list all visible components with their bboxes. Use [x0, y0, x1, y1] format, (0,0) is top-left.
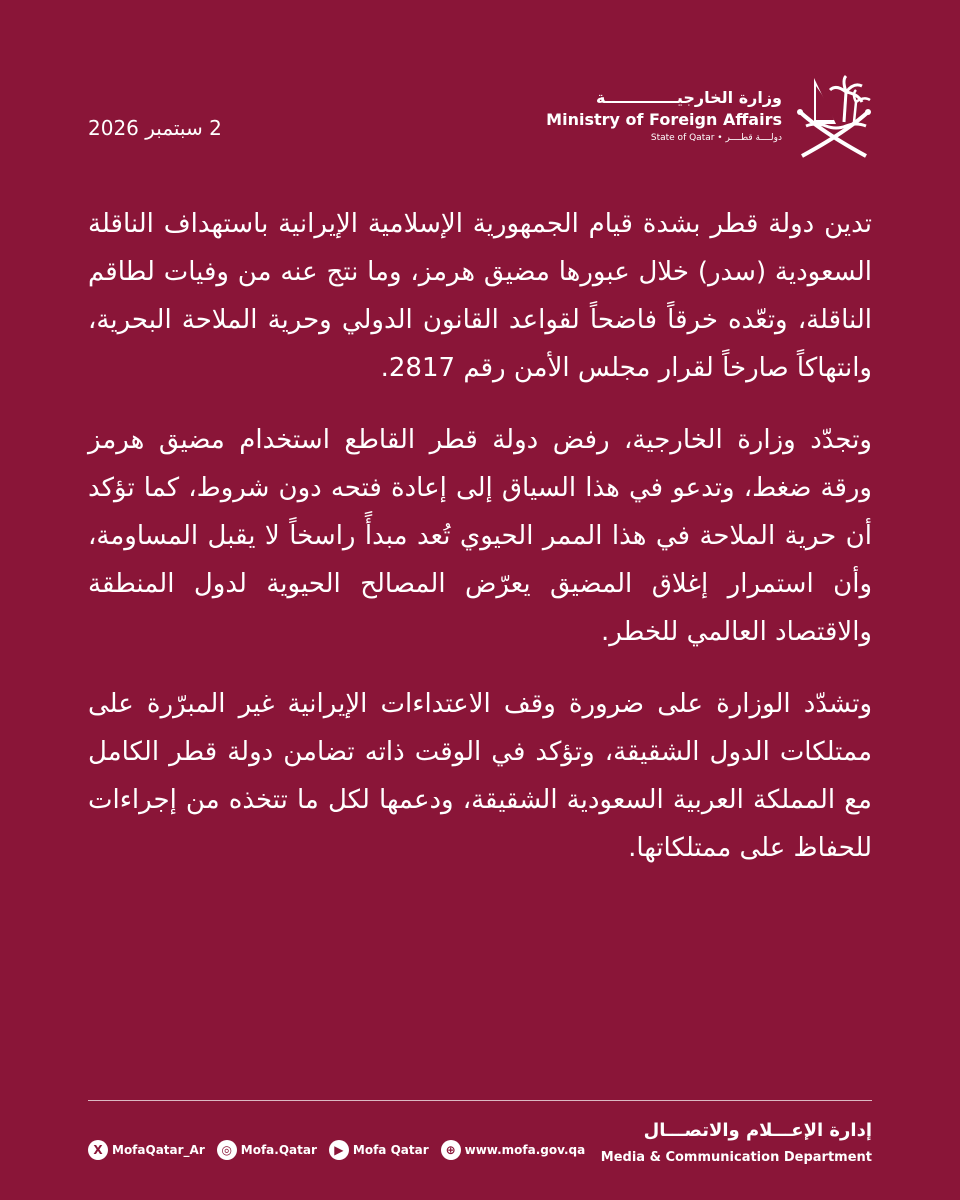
date: 2 سبتمبر 2026	[88, 116, 222, 140]
logo-english-name: Ministry of Foreign Affairs	[546, 110, 782, 129]
paragraph-3: وتشدّد الوزارة على ضرورة وقف الاعتداءات الإيرانية غير المبرّرة على ممتلكات الدول الشقيقة، وتؤكد في الوقت ذاته تضامن دولة قطر الكامل مع المملكة العربية السعودية الشقيقة، ودعمها لكل ما تتخذه من إجراءات للحفاظ على ممتلكاتها.	[88, 689, 872, 863]
youtube-icon: ▶	[329, 1140, 349, 1160]
social-x-label: MofaQatar_Ar	[112, 1143, 205, 1157]
social-youtube[interactable]	[329, 1140, 429, 1160]
social-instagram-label: Mofa.Qatar	[240, 1143, 317, 1157]
ministry-logo	[546, 72, 876, 160]
footer	[88, 1118, 872, 1178]
logo-text	[546, 87, 782, 145]
footer-divider	[88, 1100, 872, 1101]
social-youtube-label: Mofa Qatar	[352, 1143, 429, 1157]
logo-arabic-name: وزارة الخارجيـــــــــــــة	[596, 88, 782, 107]
logo-subtitle: State of Qatar • دولــــة قطــــر	[650, 133, 782, 143]
social-instagram[interactable]	[217, 1140, 317, 1160]
department-arabic: إدارة الإعـــلام والاتصـــال	[643, 1120, 872, 1141]
header	[0, 0, 960, 180]
department-english: Media & Communication Department	[600, 1150, 872, 1165]
paragraph-2: وتجدّد وزارة الخارجية، رفض دولة قطر القاطع استخدام مضيق هرمز ورقة ضغط، وتدعو في هذا السياق إلى إعادة فتحه دون شروط، كما تؤكد أن حرية الملاحة في هذا الممر الحيوي تُعد مبدأً راسخاً لا يقبل المساومة، وأن استمرار إغلاق المضيق يعرّض المصالح الحيوية لدول المنطقة والاقتصاد العالمي للخطر.	[88, 425, 872, 647]
qatar-emblem-icon	[792, 72, 876, 160]
social-website-label: www.mofa.gov.qa	[464, 1143, 586, 1157]
social-links	[88, 1140, 597, 1160]
social-website[interactable]	[441, 1140, 586, 1160]
instagram-icon: ◎	[217, 1140, 237, 1160]
globe-icon: ⊕	[441, 1140, 461, 1160]
social-x[interactable]	[88, 1140, 205, 1160]
department-label	[601, 1118, 872, 1168]
paragraph-1: تدين دولة قطر بشدة قيام الجمهورية الإسلامية الإيرانية باستهداف الناقلة السعودية (سدر) خلال عبورها مضيق هرمز، وما نتج عنه من وفيات لطاقم الناقلة، وتعّده خرقاً فاضحاً لقواعد القانون الدولي وحرية الملاحة البحرية، وانتهاكاً صارخاً لقرار مجلس الأمن رقم 2817.	[88, 209, 872, 383]
statement-body	[88, 200, 872, 896]
x-icon: X	[88, 1140, 108, 1160]
